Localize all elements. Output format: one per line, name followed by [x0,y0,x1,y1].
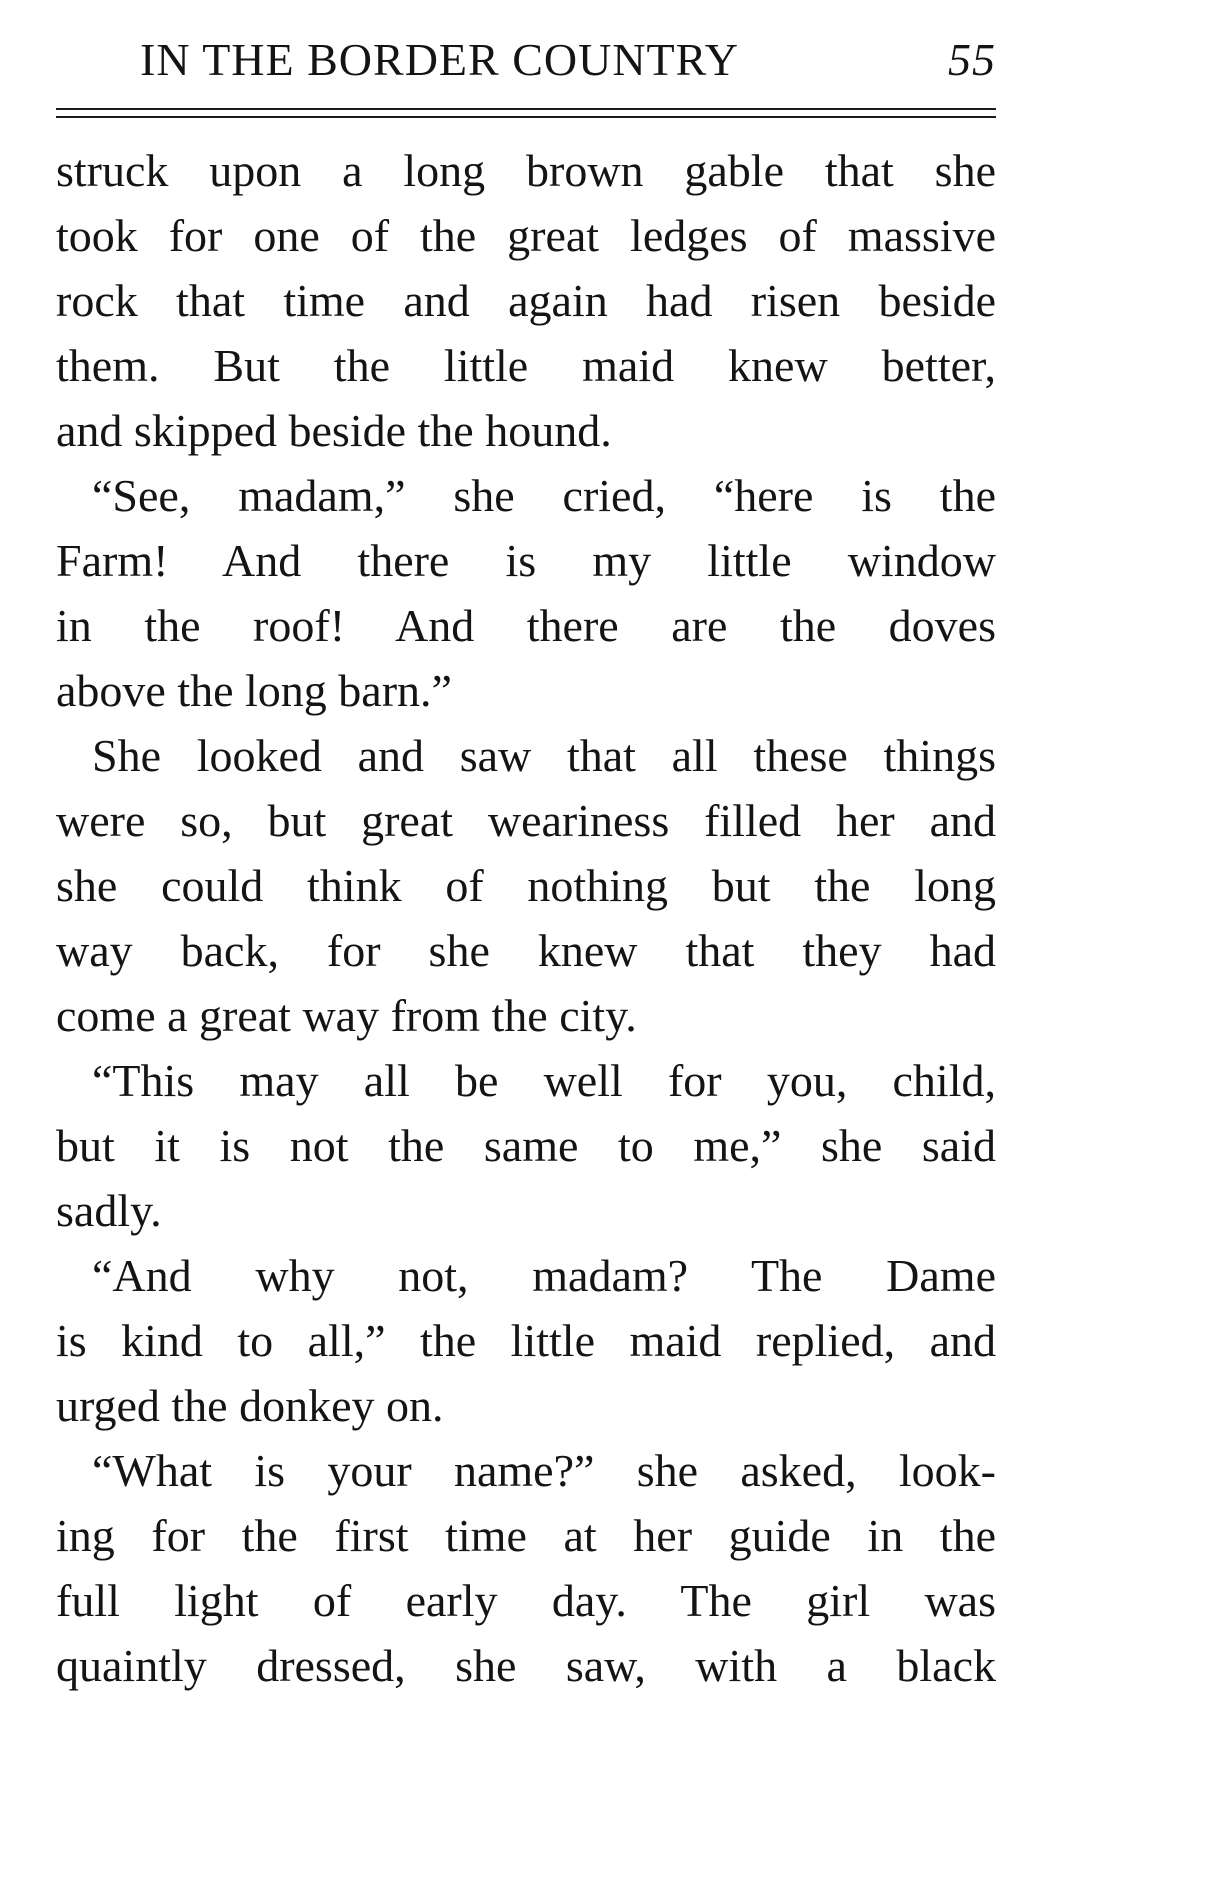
text-line: but it is not the same to me,” she said [56,1120,996,1171]
text-line: come a great way from the city. [56,990,637,1041]
running-header [56,30,996,90]
text-line: in the roof! And there are the doves [56,600,996,651]
header-rule-top [56,108,996,110]
header-rule-bottom [56,116,996,118]
text-line: Farm! And there is my little window [56,535,996,586]
text-line: full light of early day. The girl was [56,1575,996,1626]
text-line: “What is your name?” she asked, look- [92,1445,996,1496]
text-line: quaintly dressed, she saw, with a black [56,1640,996,1691]
page-number: 55 [948,34,996,85]
text-line: them. But the little maid knew better, [56,340,996,391]
text-line: ing for the first time at her guide in the [56,1510,996,1561]
text-line: above the long barn.” [56,665,452,716]
text-line: and skipped beside the hound. [56,405,612,456]
text-line: rock that time and again had risen beside [56,275,996,326]
text-line: struck upon a long brown gable that she [56,145,996,196]
text-line: “See, madam,” she cried, “here is the [92,470,996,521]
text-line: way back, for she knew that they had [56,925,996,976]
text-line: took for one of the great ledges of massive [56,210,996,261]
text-line: “And why not, madam? The Dame [92,1250,996,1301]
text-line: sadly. [56,1185,162,1236]
text-line: were so, but great weariness filled her and [56,795,996,846]
text-line: She looked and saw that all these things [92,730,996,781]
body-text [56,138,996,1698]
text-line: is kind to all,” the little maid replied, and [56,1315,996,1366]
running-title: IN THE BORDER COUNTRY [140,34,740,85]
text-line: urged the donkey on. [56,1380,444,1431]
book-page [56,30,996,1698]
text-line: she could think of nothing but the long [56,860,996,911]
text-line: “This may all be well for you, child, [92,1055,996,1106]
